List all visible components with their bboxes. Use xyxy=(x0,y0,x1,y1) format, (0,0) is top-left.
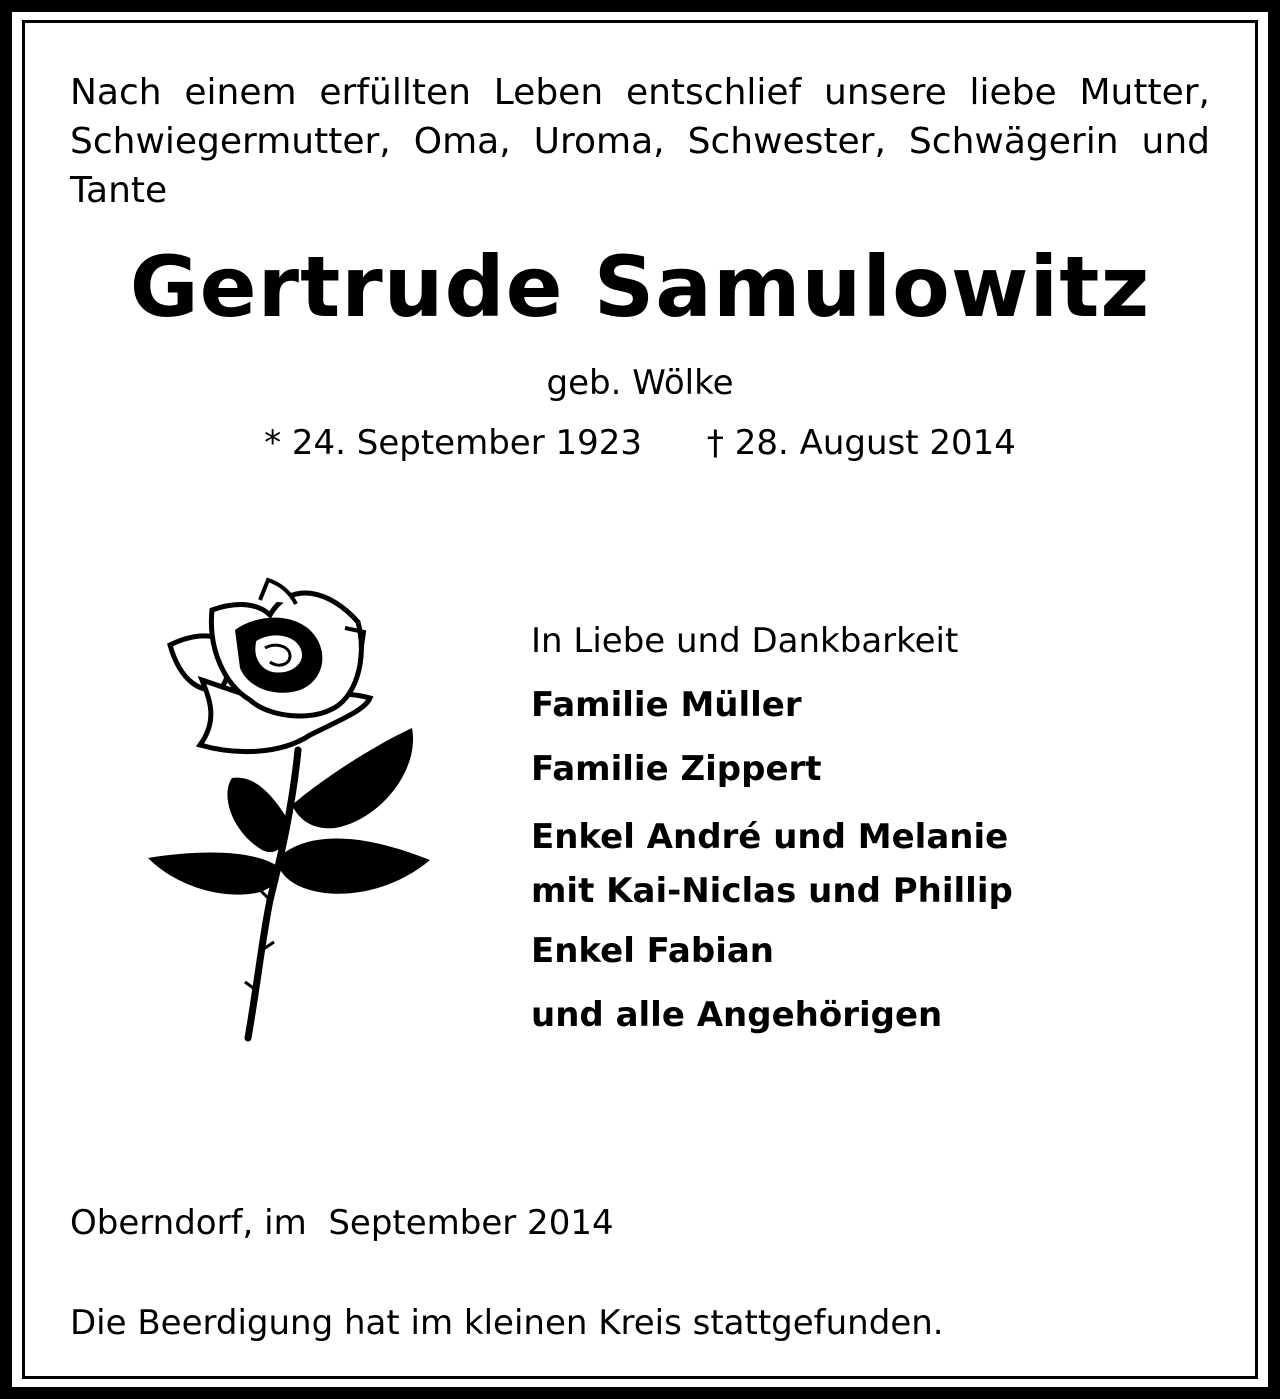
maiden-name: geb. Wölke xyxy=(546,363,734,403)
intro-line: Schwiegermutter, Oma, Uroma, Schwester, Schwägerin und xyxy=(70,121,1210,162)
deceased-name: Gertrude Samulowitz xyxy=(129,238,1151,336)
mourner-entry xyxy=(531,810,1231,918)
birth-date: * 24. September 1923 xyxy=(264,423,643,463)
mourner-entry: Familie Müller xyxy=(531,685,802,725)
mourners-list xyxy=(531,618,1231,1056)
intro-text xyxy=(70,68,1210,215)
rose-illustration-icon xyxy=(140,570,440,1045)
mourners-lead: In Liebe und Dankbarkeit xyxy=(531,621,959,661)
life-dates xyxy=(0,423,1280,463)
mourner-entry: Enkel Fabian xyxy=(531,931,774,971)
intro-line: Tante xyxy=(70,170,168,211)
mourner-entry: Familie Zippert xyxy=(531,749,822,789)
place-and-date: Oberndorf, im September 2014 xyxy=(70,1203,614,1243)
mourner-line: mit Kai-Niclas und Phillip xyxy=(531,871,1013,911)
mourner-entry: und alle Angehörigen xyxy=(531,995,943,1035)
intro-line: Nach einem erfüllten Leben entschlief unsere liebe Mutter, xyxy=(70,72,1210,113)
death-date: † 28. August 2014 xyxy=(706,423,1016,463)
mourner-line: Enkel André und Melanie xyxy=(531,817,1009,857)
funeral-note: Die Beerdigung hat im kleinen Kreis stattgefunden. xyxy=(70,1303,944,1343)
